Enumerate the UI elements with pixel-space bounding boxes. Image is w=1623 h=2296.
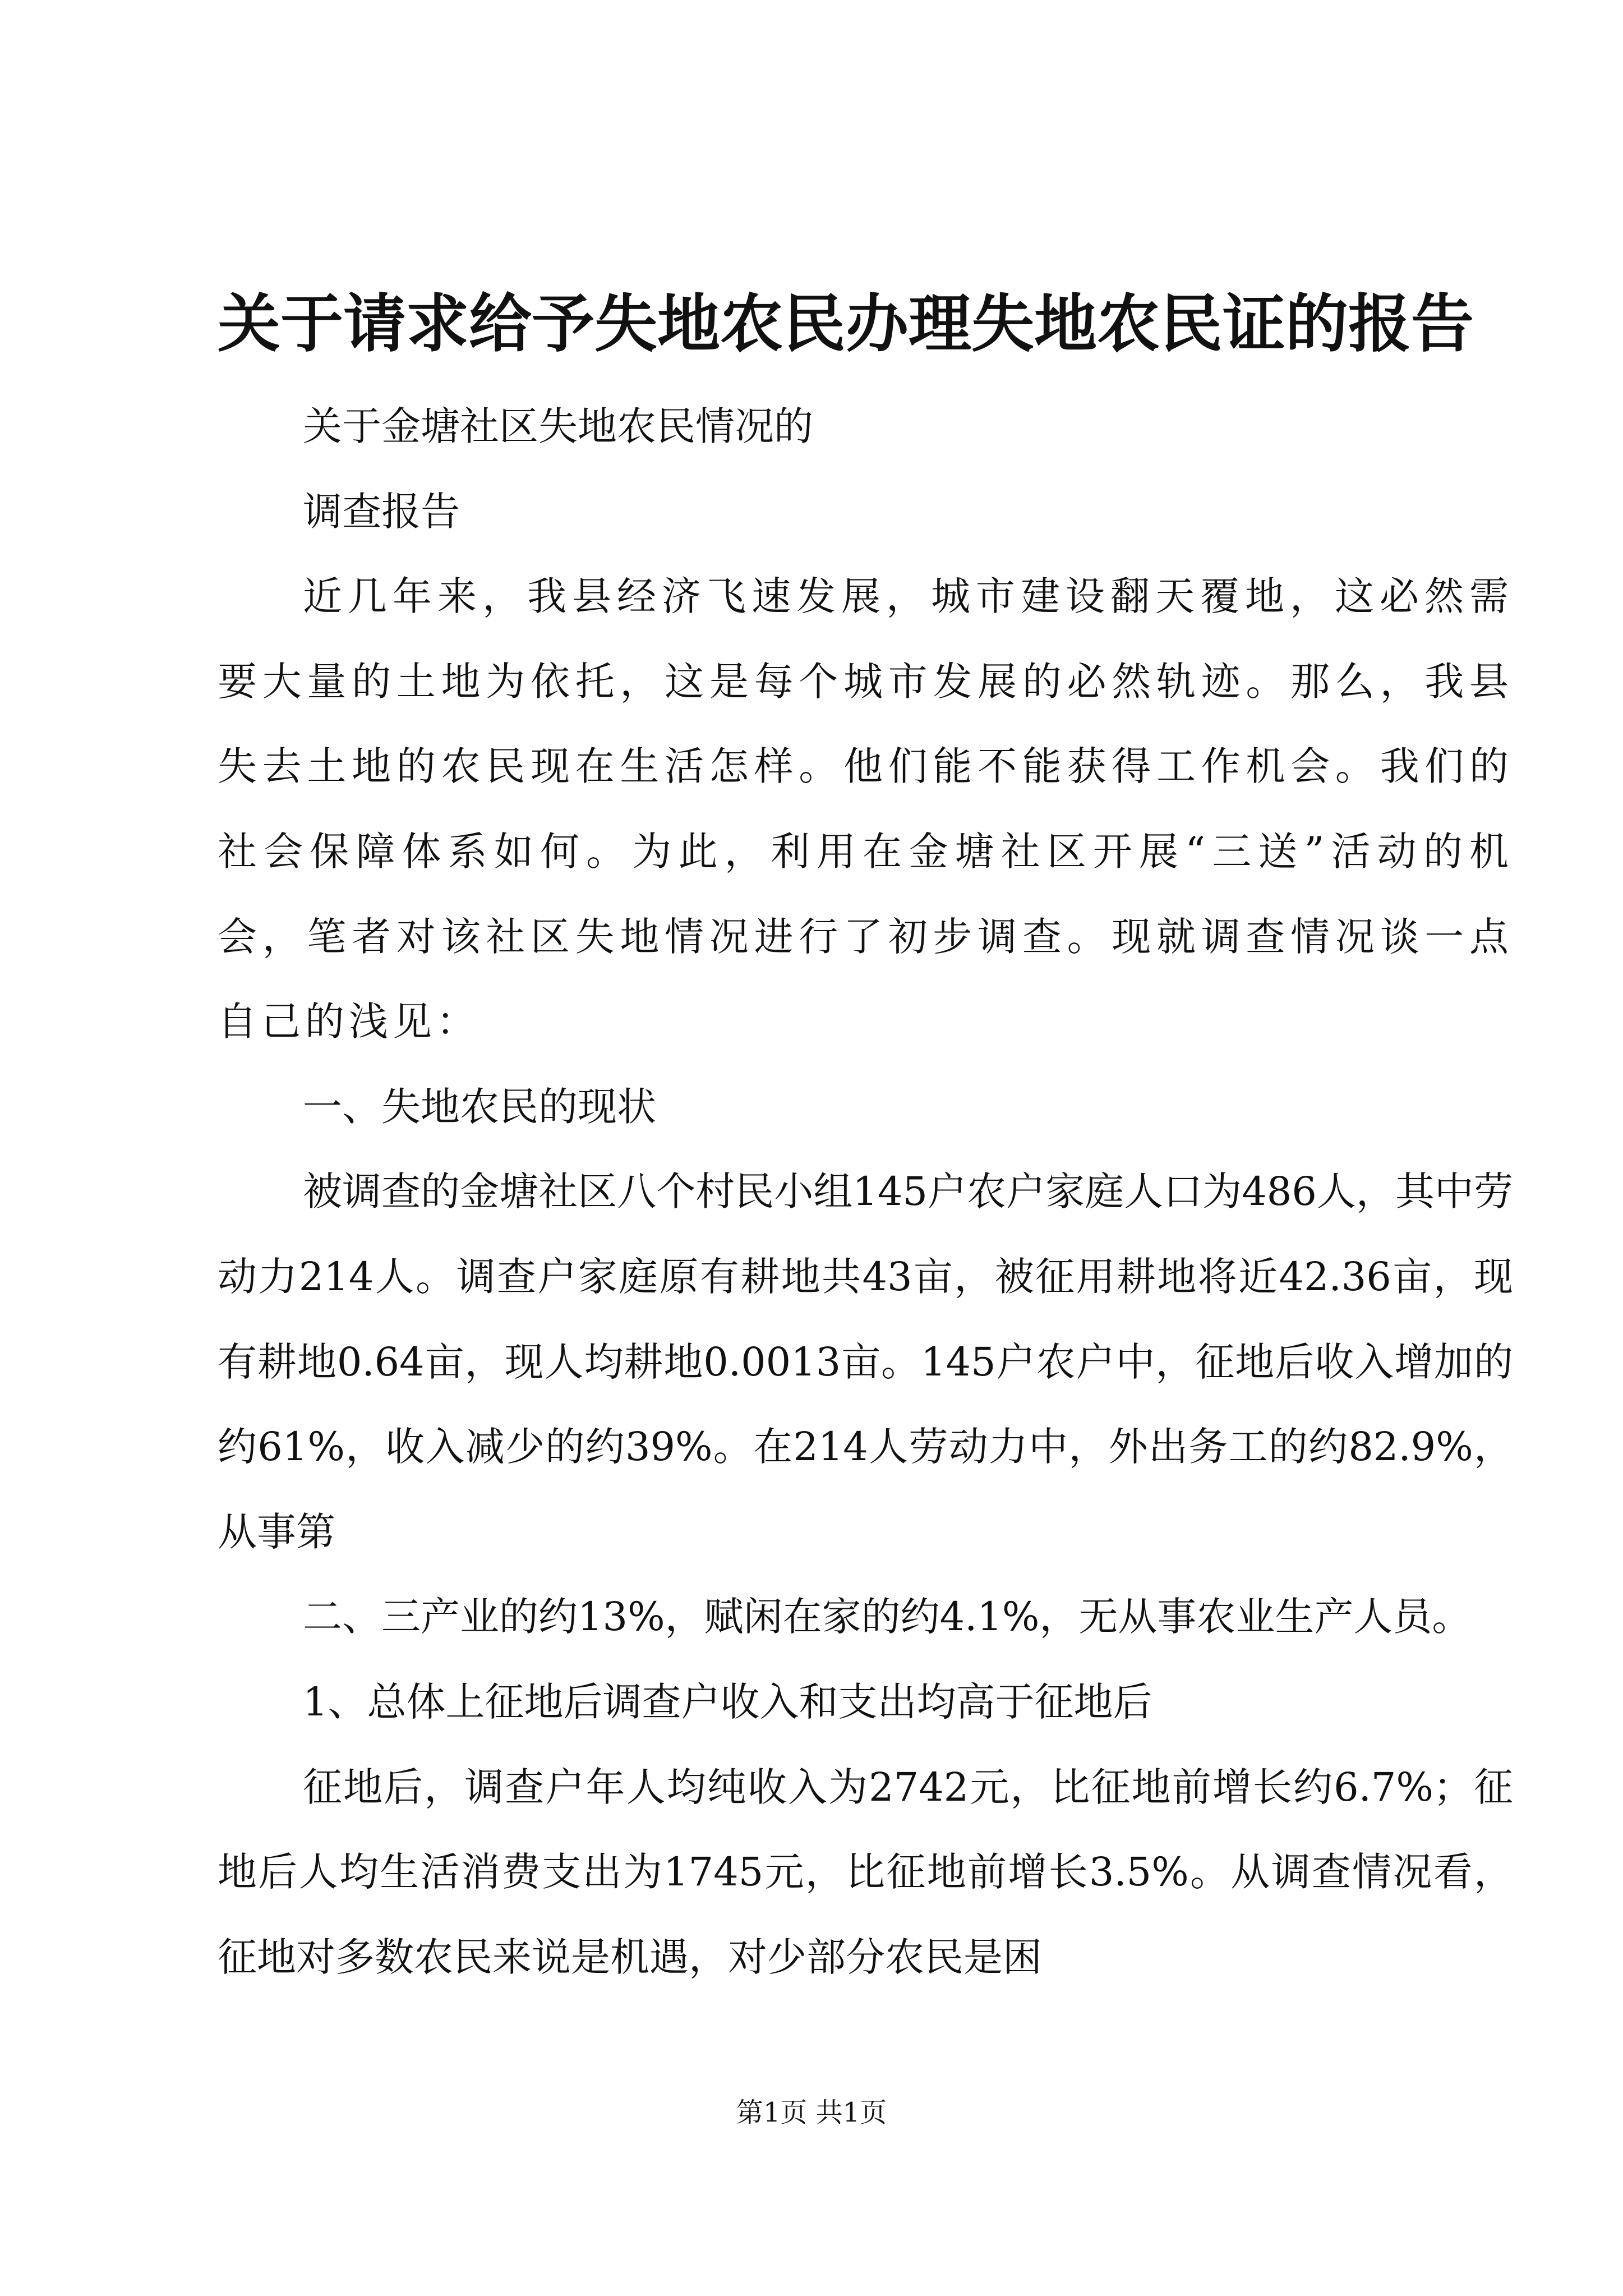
industry-paragraph: 二、三产业的约13%，赋闲在家的约4.1%，无从事农业生产人员。 bbox=[303, 1594, 1472, 1640]
subtitle-line-1: 关于金塘社区失地农民情况的 bbox=[303, 403, 813, 449]
page-footer: 第1页 共1页 bbox=[736, 2097, 887, 2128]
income-paragraph: 征地后，调查户年人均纯收入为2742元，比征地前增长约6.7%；征地后人均生活消费支出为1745元，比征地前增长3.5%。从调查情况看，征地对多数农民来说是机遇，对少部分农民是困 bbox=[218, 1764, 1513, 1980]
survey-data-paragraph: 被调查的金塘社区八个村民小组145户农户家庭人口为486人，其中劳动力214人。调查户家庭原有耕地共43亩，被征用耕地将近42.36亩，现有耕地0.64亩，现人均耕地0.0013亩。145户农户中，征地后收入增加的约61%，收入减少的约39%。在214人劳动力中，外出务工的约82.9%，从事第 bbox=[218, 1168, 1513, 1555]
section-heading-status: 一、失地农民的现状 bbox=[303, 1083, 656, 1130]
intro-paragraph: 近几年来，我县经济飞速发展，城市建设翻天覆地，这必然需要大量的土地为依托，这是每个城市发展的必然轨迹。那么，我县失去土地的农民现在生活怎样。他们能不能获得工作机会。我们的社会保障体系如何。为此，利用在金塘社区开展“三送”活动的机会，笔者对该社区失地情况进行了初步调查。现就调查情况谈一点自己的浅见： bbox=[218, 573, 1513, 1045]
subtitle-line-2: 调查报告 bbox=[303, 488, 460, 535]
document-title: 关于请求给予失地农民办理失地农民证的报告 bbox=[218, 287, 1474, 361]
subsection-heading-income: 1、总体上征地后调查户收入和支出均高于征地后 bbox=[303, 1678, 1152, 1725]
document-body bbox=[218, 384, 1513, 2000]
